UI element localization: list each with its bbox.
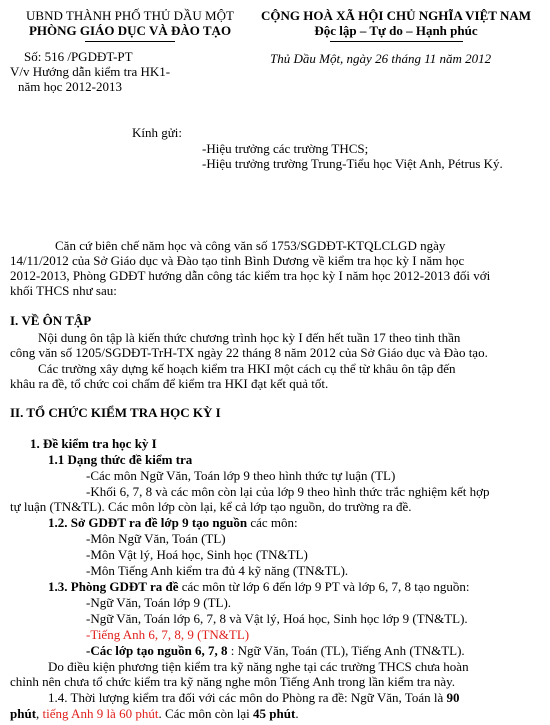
duration-separator: , — [36, 706, 43, 721]
feeder-classes-label: -Các lớp tạo nguồn 6, 7, 8 — [86, 643, 228, 658]
paragraph-line: Do điều kiện phương tiện kiểm tra kỹ năng nghe tại các trường THCS chưa hoàn — [48, 659, 469, 674]
paragraph-line: chỉnh nên chưa tổ chức kiểm tra kỹ năng nghe môn Tiếng Anh trong lần kiểm tra này. — [10, 674, 456, 689]
intro-line: 14/11/2012 của Sở Giáo dục và Đào tạo tỉnh Bình Dương về kiểm tra học kỳ I năm học — [10, 253, 465, 268]
list-item: -Khối 6, 7, 8 và các môn còn lại của lớp 9 theo hình thức trắc nghiệm kết hợp — [86, 484, 490, 499]
subsection-1-4-continuation — [10, 706, 299, 721]
agency-name: UBND THÀNH PHỐ THỦ DẦU MỘT — [26, 8, 234, 23]
intro-line: 2012-2013, Phòng GDĐT hướng dẫn công tác kiểm tra học kỳ I năm học 2012-2013 đối với — [10, 268, 491, 283]
subject-line-1: V/v Hướng dẫn kiểm tra HK1- — [10, 64, 171, 79]
list-item — [86, 643, 465, 658]
intro-line: khối THCS như sau: — [10, 283, 117, 298]
list-item: -Các môn Ngữ Văn, Toán lớp 9 theo hình thức tự luận (TL) — [86, 468, 396, 483]
list-item: -Ngữ Văn, Toán lớp 6, 7, 8 và Vật lý, Hoá học, Sinh học lớp 9 (TN&TL). — [86, 611, 468, 626]
subsection-1-1-heading: 1.1 Dạng thức đề kiểm tra — [48, 452, 193, 467]
subsection-1-4-line — [48, 690, 459, 705]
feeder-classes-subjects: : Ngữ Văn, Toán (TL), Tiếng Anh (TN&TL). — [227, 643, 465, 658]
subsection-1-3-title: 1.3. Phòng GDĐT ra đề — [48, 579, 179, 594]
paragraph-line: công văn số 1205/SGDĐT-TrH-TX ngày 22 tháng 8 năm 2012 của Sở Giáo dục và Đào tạo. — [10, 345, 488, 360]
english-duration: tiếng Anh 9 là 60 phút — [42, 706, 159, 721]
paragraph-line: khâu ra đề, tổ chức coi chấm để kiểm tra HKI đạt kết quả tốt. — [10, 376, 329, 391]
national-motto: Độc lập – Tự do – Hạnh phúc — [314, 23, 478, 38]
duration-90: 90 — [446, 690, 460, 705]
place-date: Thủ Dầu Một, ngày 26 tháng 11 năm 2012 — [270, 51, 492, 66]
department-name: PHÒNG GIÁO DỤC VÀ ĐÀO TẠO — [28, 23, 232, 38]
recipient-item: -Hiệu trưởng các trường THCS; — [202, 141, 369, 156]
section-2-heading: II. TỔ CHỨC KIỂM TRA HỌC KỲ I — [10, 405, 221, 420]
subject-line-2: năm học 2012-2013 — [18, 79, 122, 94]
paragraph-line: Các trường xây dựng kế hoạch kiểm tra HKI một cách cụ thể từ khâu ôn tập đến — [38, 361, 456, 376]
duration-unit: phút — [10, 706, 37, 721]
header-left-rule — [85, 41, 175, 42]
intro-line: Căn cứ biên chế năm học và công văn số 1753/SGDĐT-KTQLCLGD ngày — [55, 238, 446, 253]
document-number: Số: 516 /PGDĐT-PT — [24, 49, 133, 64]
subsection-1-3-heading — [48, 579, 470, 594]
duration-end: . — [295, 706, 299, 721]
subsection-1-2-title: 1.2. Sở GDĐT ra đề lớp 9 tạo nguồn — [48, 515, 248, 530]
subsection-1-heading: 1. Đề kiểm tra học kỳ I — [30, 436, 157, 451]
national-title: CỘNG HOÀ XÃ HỘI CHỦ NGHĨA VIỆT NAM — [260, 8, 532, 23]
subsection-1-2-rest: các môn: — [247, 515, 298, 530]
list-item-highlight: -Tiếng Anh 6, 7, 8, 9 (TN&TL) — [86, 627, 250, 642]
list-item: -Môn Tiếng Anh kiểm tra đủ 4 kỹ năng (TN&TL). — [86, 563, 349, 578]
salutation: Kính gửi: — [132, 125, 183, 140]
header-right-rule — [330, 41, 463, 42]
duration-text: 1.4. Thời lượng kiểm tra đối với các môn do Phòng ra đề: Ngữ Văn, Toán là — [48, 690, 447, 705]
list-item: -Môn Ngữ Văn, Toán (TL) — [86, 531, 226, 546]
list-item-continuation: tự luận (TN&TL). Các môn lớp còn lại, kể cả lớp tạo nguồn, do trường ra đề. — [10, 499, 412, 514]
duration-mid: . Các môn còn lại — [158, 706, 254, 721]
recipient-item: -Hiệu trưởng trường Trung-Tiểu học Việt Anh, Pétrus Ký. — [202, 156, 503, 171]
list-item: -Ngữ Văn, Toán lớp 9 (TL). — [86, 595, 232, 610]
subsection-1-3-rest: các môn từ lớp 6 đến lớp 9 PT và lớp 6, 7, 8 tạo nguồn: — [178, 579, 470, 594]
duration-45: 45 phút — [253, 706, 296, 721]
subsection-1-2-heading — [48, 515, 298, 530]
list-item: -Môn Vật lý, Hoá học, Sinh học (TN&TL) — [86, 547, 308, 562]
paragraph-line: Nội dung ôn tập là kiến thức chương trình học kỳ I đến hết tuần 17 theo tinh thần — [38, 330, 461, 345]
section-1-heading: I. VỀ ÔN TẬP — [10, 313, 92, 328]
